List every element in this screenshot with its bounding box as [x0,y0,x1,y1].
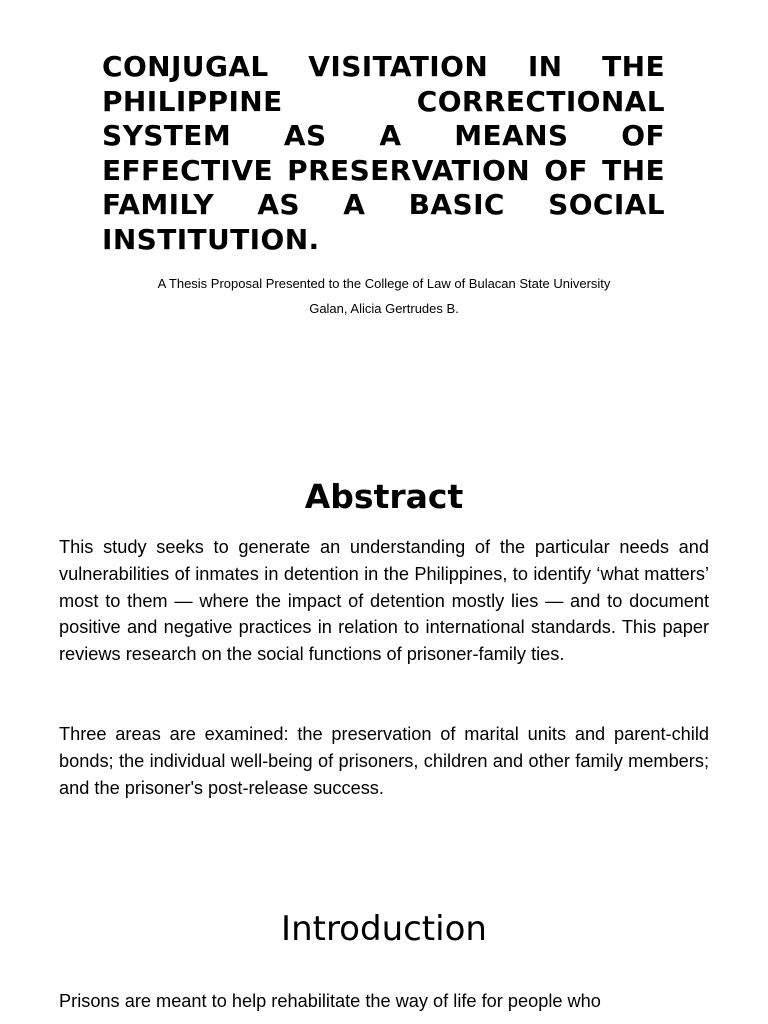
document-title: CONJUGAL VISITATION IN THE PHILIPPINE CORRECTIONAL SYSTEM AS A MEANS OF EFFECTIVE PRESERVATION OF THE FAMILY AS A BASIC SOCIAL INSTITUTION. [102,50,665,256]
abstract-paragraph: This study seeks to generate an understanding of the particular needs and vulnerabilities of inmates in detention in the Philippines, to identify ‘what matters’ most to them — where the impact of detention mostly lies — and to document positive and negative practices in relation to international standards. This paper reviews research on the social functions of prisoner-family ties. [59,537,709,665]
introduction-heading: Introduction [281,909,487,949]
introduction-paragraph: Prisons are meant to help rehabilitate the way of life for people who [59,991,601,1011]
abstract-paragraph: Three areas are examined: the preservation of marital units and parent-child bonds; the individual well-being of prisoners, children and other family members; and the prisoner's post-release success. [59,724,709,798]
author-name: Galan, Alicia Gertrudes B. [309,301,459,316]
abstract-heading: Abstract [304,477,464,516]
thesis-subtitle: A Thesis Proposal Presented to the College of Law of Bulacan State University [157,276,611,291]
